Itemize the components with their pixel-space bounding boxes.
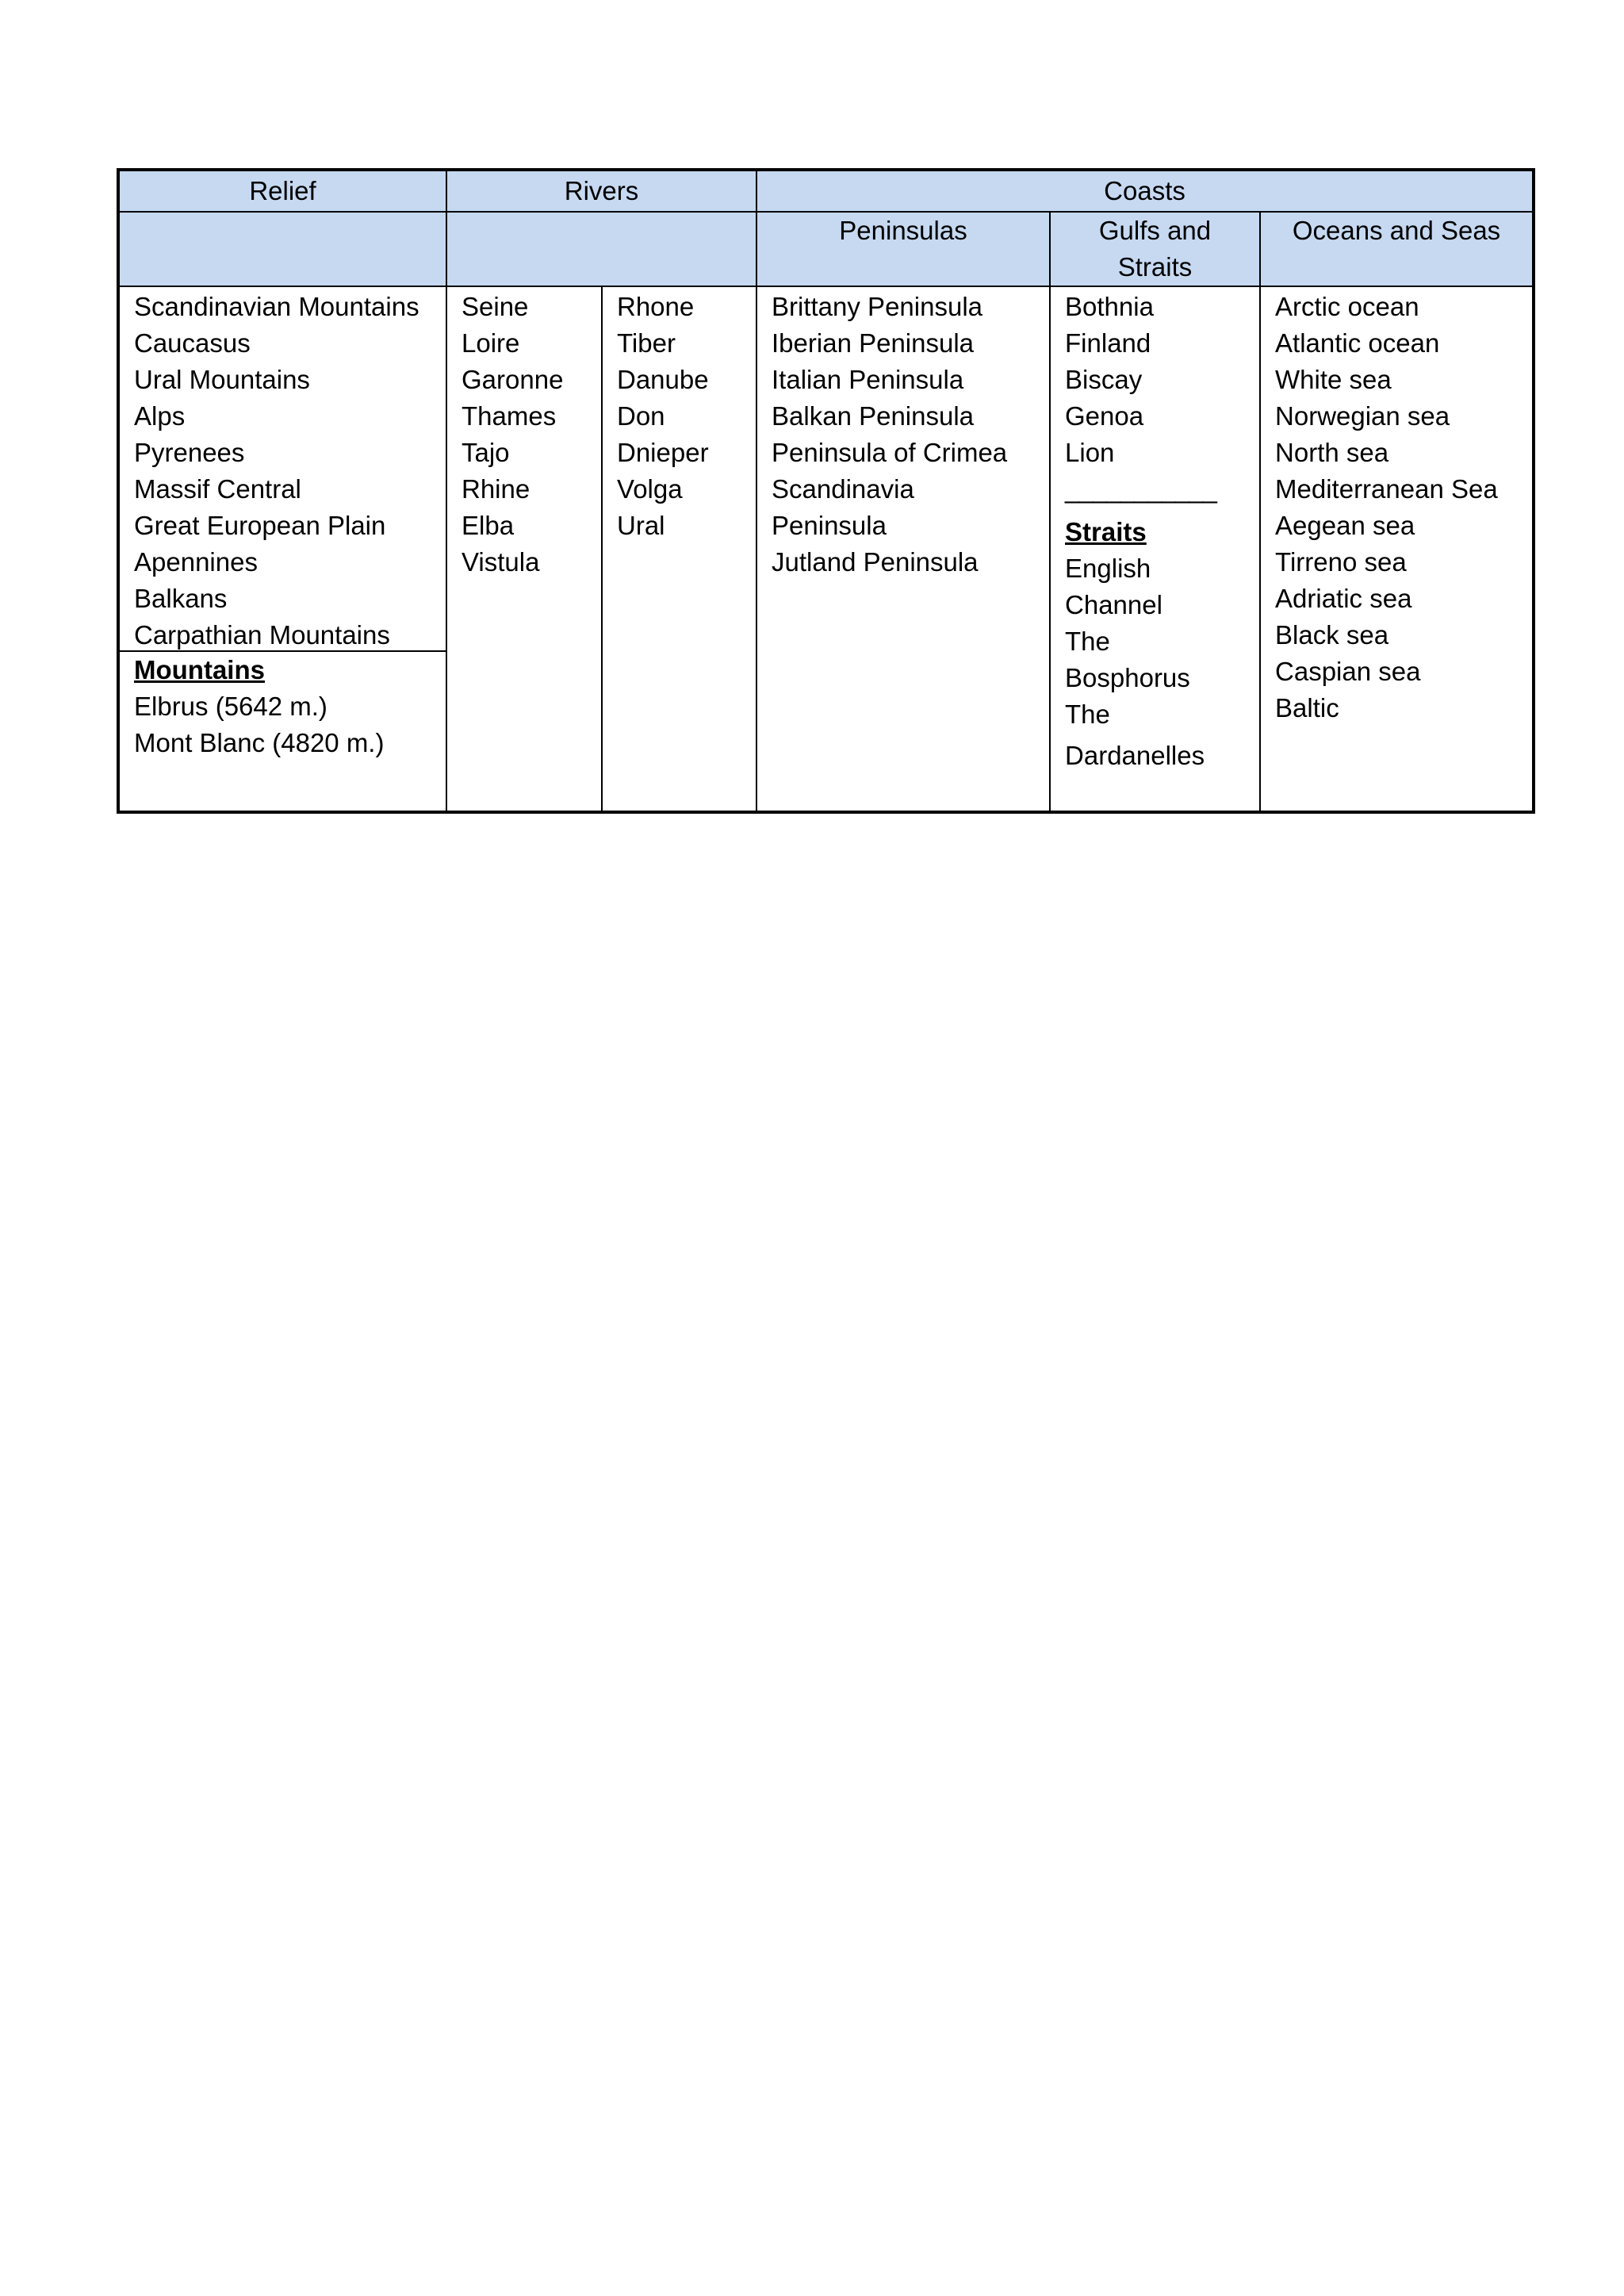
gulf-item: Lion <box>1065 438 1115 467</box>
gulf-item: Bothnia <box>1065 292 1154 321</box>
sea-item: Atlantic ocean <box>1275 328 1440 358</box>
peninsula-item: Peninsula of Crimea <box>772 438 1008 467</box>
river-item: Danube <box>617 365 709 394</box>
europe-geography-table <box>117 168 1535 814</box>
mountains-heading: Mountains <box>134 655 265 684</box>
river-item: Rhone <box>617 292 695 321</box>
header-relief-label: Relief <box>249 176 316 205</box>
rivers-col-2 <box>602 286 756 812</box>
relief-item: Apennines <box>134 547 258 577</box>
header-oceans-and-seas <box>1260 212 1534 286</box>
header-gulfs-and-straits-label: Gulfs and Straits <box>1098 216 1212 282</box>
sea-item: Tirreno sea <box>1275 547 1407 577</box>
header-relief <box>118 170 446 212</box>
river-item: Tajo <box>462 438 510 467</box>
header-gulfs-and-straits <box>1050 212 1260 286</box>
peninsula-item: Jutland Peninsula <box>772 547 979 577</box>
relief-cell <box>118 286 446 812</box>
strait-item: The <box>1065 627 1110 656</box>
relief-item: Scandinavian Mountains <box>134 292 419 321</box>
relief-item: Pyrenees <box>134 438 245 467</box>
mountain-item: Elbrus (5642 m.) <box>134 692 327 721</box>
relief-item: Alps <box>134 401 186 431</box>
relief-item: Great European Plain <box>134 511 386 540</box>
header-rivers <box>446 170 756 212</box>
header-oceans-and-seas-label: Oceans and Seas <box>1292 216 1501 245</box>
sea-item: Norwegian sea <box>1275 401 1450 431</box>
rivers-list-2 <box>603 287 756 544</box>
header-coasts-label: Coasts <box>1104 176 1185 205</box>
sea-item: Adriatic sea <box>1275 584 1412 613</box>
relief-item: Balkans <box>134 584 228 613</box>
separator-line: ___________ <box>1065 474 1216 504</box>
gulfs-list <box>1051 287 1259 774</box>
peninsula-item: Balkan Peninsula <box>772 401 975 431</box>
strait-item: Bosphorus <box>1065 663 1190 692</box>
river-item: Seine <box>462 292 529 321</box>
peninsula-item: Italian Peninsula <box>772 365 964 394</box>
relief-item: Massif Central <box>134 474 301 504</box>
river-item: Loire <box>462 328 520 358</box>
river-item: Vistula <box>462 547 540 577</box>
header-peninsulas <box>756 212 1050 286</box>
mountains-list <box>120 652 446 761</box>
rivers-list-1 <box>447 287 601 581</box>
sea-item: Caspian sea <box>1275 657 1421 686</box>
peninsula-item: Iberian Peninsula <box>772 328 975 358</box>
peninsula-item: Brittany Peninsula <box>772 292 982 321</box>
gulfs-and-straits-cell <box>1050 286 1260 812</box>
relief-item: Caucasus <box>134 328 251 358</box>
river-item: Garonne <box>462 365 564 394</box>
relief-list <box>120 287 446 652</box>
relief-item: Ural Mountains <box>134 365 310 394</box>
strait-item: English <box>1065 554 1151 583</box>
straits-heading: Straits <box>1065 517 1147 546</box>
strait-item: Dardanelles <box>1065 741 1205 770</box>
gulf-item: Finland <box>1065 328 1151 358</box>
gulf-item: Genoa <box>1065 401 1144 431</box>
header-peninsulas-label: Peninsulas <box>839 216 967 245</box>
sea-item: Aegean sea <box>1275 511 1415 540</box>
river-item: Thames <box>462 401 557 431</box>
oceans-and-seas-cell <box>1260 286 1534 812</box>
header-coasts <box>756 170 1534 212</box>
sea-item: Arctic ocean <box>1275 292 1419 321</box>
strait-item: Channel <box>1065 590 1162 619</box>
sea-item: Baltic <box>1275 693 1339 723</box>
peninsulas-list <box>757 287 1049 581</box>
river-item: Rhine <box>462 474 530 504</box>
river-item: Don <box>617 401 665 431</box>
relief-item: Carpathian Mountains <box>134 620 390 650</box>
peninsula-item: Peninsula <box>772 511 887 540</box>
sea-item: Mediterranean Sea <box>1275 474 1498 504</box>
river-item: Volga <box>617 474 683 504</box>
rivers-col-1 <box>446 286 602 812</box>
sea-item: White sea <box>1275 365 1392 394</box>
peninsulas-cell <box>756 286 1050 812</box>
river-item: Tiber <box>617 328 676 358</box>
river-item: Dnieper <box>617 438 709 467</box>
peninsula-item: Scandinavia <box>772 474 914 504</box>
sea-item: North sea <box>1275 438 1389 467</box>
gulf-item: Biscay <box>1065 365 1143 394</box>
river-item: Elba <box>462 511 515 540</box>
strait-item: The <box>1065 700 1110 729</box>
header-relief-sub <box>118 212 446 286</box>
mountain-item: Mont Blanc (4820 m.) <box>134 728 385 757</box>
header-rivers-label: Rivers <box>564 176 639 205</box>
header-rivers-sub <box>446 212 756 286</box>
river-item: Ural <box>617 511 665 540</box>
sea-item: Black sea <box>1275 620 1389 650</box>
oceans-and-seas-list <box>1261 287 1532 726</box>
